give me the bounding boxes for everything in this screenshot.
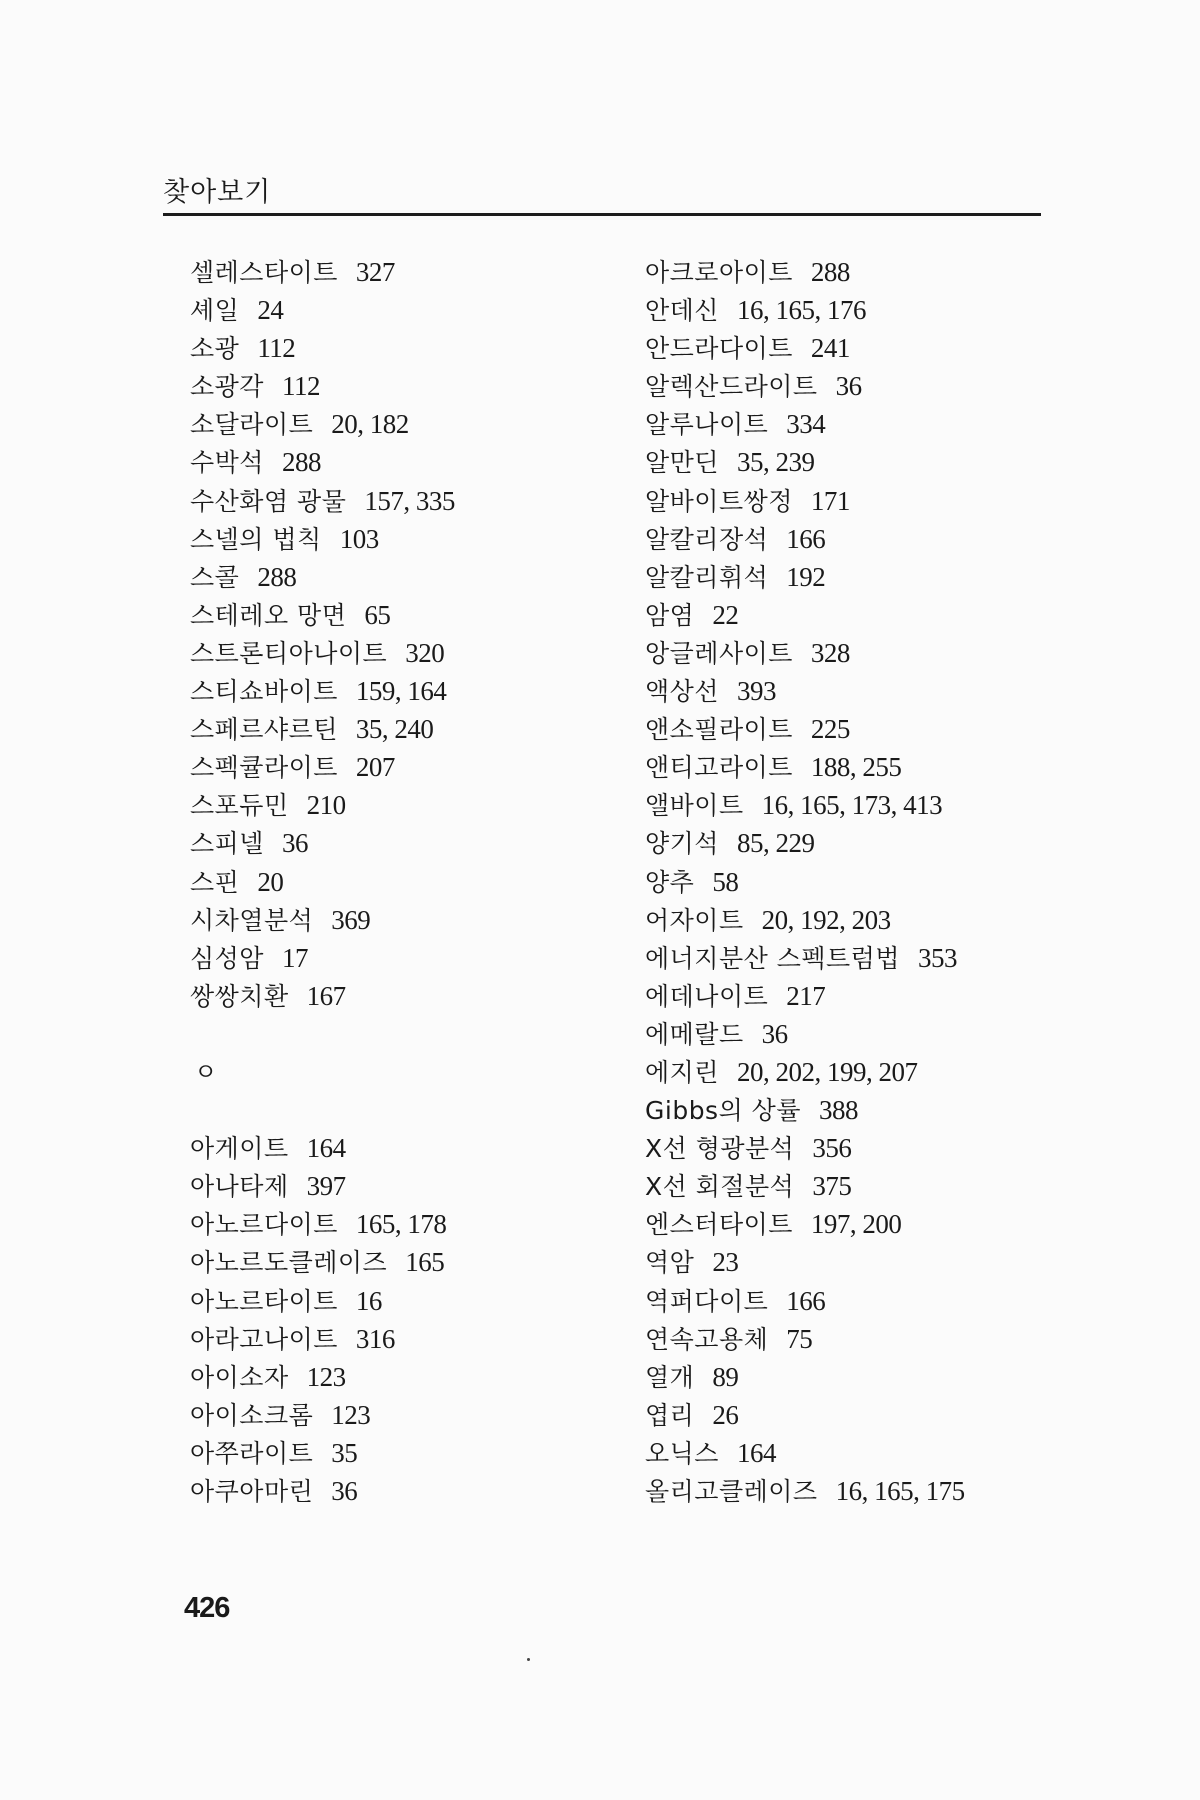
index-term: 스피넬 <box>190 829 264 859</box>
index-entry <box>645 367 1105 405</box>
index-entry <box>645 1396 1105 1434</box>
index-term: 에너지분산 스펙트럼법 <box>645 943 900 973</box>
index-page-refs: 225 <box>810 714 850 745</box>
index-term: 아쭈라이트 <box>190 1438 314 1468</box>
index-entry <box>645 1434 1105 1472</box>
index-page-refs: 375 <box>812 1171 852 1202</box>
index-page-refs: 164 <box>736 1437 776 1468</box>
index-term: 알루나이트 <box>645 410 769 440</box>
index-page-refs: 207 <box>355 752 395 783</box>
index-term: 아게이트 <box>190 1134 289 1164</box>
index-term: 어자이트 <box>645 905 744 935</box>
index-page-refs: 23 <box>712 1247 739 1278</box>
index-entry <box>645 596 1105 634</box>
index-term: 엔스터타이트 <box>645 1210 793 1240</box>
running-header: 찾아보기 <box>163 177 272 208</box>
index-entry <box>190 443 650 481</box>
index-entry <box>190 1434 650 1472</box>
index-term: 수박석 <box>190 448 264 478</box>
index-page-refs: 327 <box>355 257 395 287</box>
index-page-refs: 288 <box>281 447 321 478</box>
index-entry <box>645 863 1105 901</box>
index-term: 스넬의 법칙 <box>190 524 322 554</box>
index-page-refs: 167 <box>306 980 346 1011</box>
index-entry <box>645 939 1105 977</box>
index-term: 알칼리휘석 <box>645 562 769 592</box>
index-term: 암염 <box>645 600 695 630</box>
index-entries-left-bottom <box>190 1129 650 1510</box>
index-page-refs: 16 <box>355 1285 382 1316</box>
index-page-refs: 288 <box>257 561 297 592</box>
index-column-left <box>190 253 650 1510</box>
index-page-refs: 112 <box>257 333 296 364</box>
index-term: 소달라이트 <box>190 410 314 440</box>
index-term: X선 형광분석 <box>645 1134 795 1164</box>
index-page-refs: 35, 239 <box>736 447 815 478</box>
index-page-refs: 24 <box>257 295 284 326</box>
index-entry <box>190 1396 650 1434</box>
index-entry <box>645 1205 1105 1243</box>
index-term: 에데나이트 <box>645 981 769 1011</box>
index-term: 셰일 <box>190 296 240 326</box>
index-entry <box>190 1205 650 1243</box>
index-page-refs: 159, 164 <box>355 676 447 707</box>
index-term: 액상선 <box>645 677 719 707</box>
index-page-refs: 334 <box>786 409 826 440</box>
index-term: 스테레오 망면 <box>190 600 347 630</box>
index-page-refs: 192 <box>786 561 826 592</box>
index-entry <box>190 863 650 901</box>
index-term: 아노르도클레이즈 <box>190 1248 388 1278</box>
index-column-right <box>645 253 1105 1510</box>
index-page-refs: 188, 255 <box>810 752 902 783</box>
page-number: 426 <box>184 1592 230 1624</box>
index-page-refs: 353 <box>917 942 957 973</box>
index-term: 셀레스타이트 <box>190 258 338 287</box>
index-term: Gibbs의 상률 <box>645 1096 801 1126</box>
index-term: 역암 <box>645 1248 695 1278</box>
index-entry <box>645 1053 1105 1091</box>
index-term: 스티쇼바이트 <box>190 677 338 707</box>
index-entry <box>190 634 650 672</box>
index-term: 에지린 <box>645 1057 719 1087</box>
index-term: 양기석 <box>645 829 719 859</box>
index-term: 양추 <box>645 867 695 897</box>
index-entry <box>645 748 1105 786</box>
index-term: 스콜 <box>190 562 240 592</box>
index-page-refs: 328 <box>810 637 850 668</box>
index-page-refs: 210 <box>306 790 346 821</box>
index-term: 쌍쌍치환 <box>190 981 289 1011</box>
index-entries-left-top <box>190 253 650 1015</box>
index-term: 아쿠아마린 <box>190 1477 314 1506</box>
index-entry <box>645 634 1105 672</box>
index-term: 앤소필라이트 <box>645 715 793 745</box>
index-entry <box>645 1091 1105 1129</box>
section-gap <box>190 1015 650 1053</box>
index-page-refs: 20, 182 <box>331 409 409 440</box>
index-page-refs: 89 <box>712 1361 739 1392</box>
index-term: 심성암 <box>190 943 264 973</box>
index-page-refs: 35 <box>331 1437 358 1468</box>
index-page-refs: 397 <box>306 1171 346 1202</box>
index-page-refs: 166 <box>786 523 826 554</box>
index-entry <box>645 291 1105 329</box>
index-term: 아노르다이트 <box>190 1210 338 1240</box>
index-page-refs: 26 <box>712 1399 739 1430</box>
index-page-refs: 58 <box>712 866 739 897</box>
index-entry <box>645 1472 1105 1510</box>
index-term: 아이소자 <box>190 1362 289 1392</box>
index-term: 앤티고라이트 <box>645 753 793 783</box>
index-entry <box>645 1167 1105 1205</box>
index-term: 스핀 <box>190 867 240 897</box>
index-entry <box>645 405 1105 443</box>
index-term: 소광 <box>190 334 240 364</box>
index-entry <box>190 520 650 558</box>
index-page-refs: 288 <box>810 257 850 287</box>
index-term: 에메랄드 <box>645 1019 744 1049</box>
index-entry <box>190 824 650 862</box>
index-entry <box>645 520 1105 558</box>
index-entry <box>190 1358 650 1396</box>
index-entry <box>645 824 1105 862</box>
index-entry <box>190 1282 650 1320</box>
index-entry <box>645 901 1105 939</box>
index-page-refs: 20 <box>257 866 284 897</box>
index-entry <box>190 1472 650 1510</box>
index-entry <box>645 672 1105 710</box>
index-term: 연속고용체 <box>645 1324 769 1354</box>
index-page-refs: 16, 165, 175 <box>835 1476 965 1506</box>
index-term: 알바이트쌍정 <box>645 486 793 516</box>
index-page-refs: 356 <box>812 1133 852 1164</box>
index-entry <box>190 710 650 748</box>
index-term: 스펙큘라이트 <box>190 753 338 783</box>
index-page-refs: 16, 165, 173, 413 <box>761 790 943 821</box>
index-term: 아라고나이트 <box>190 1324 338 1354</box>
index-page-refs: 36 <box>331 1476 358 1506</box>
index-term: 안데신 <box>645 296 719 326</box>
index-entry <box>645 1282 1105 1320</box>
index-entry <box>190 748 650 786</box>
index-term: 올리고클레이즈 <box>645 1477 818 1506</box>
index-entry <box>190 1167 650 1205</box>
index-entry <box>645 253 1105 291</box>
index-term: 수산화염 광물 <box>190 486 347 516</box>
index-page-refs: 388 <box>818 1095 858 1126</box>
index-page-refs: 112 <box>281 371 320 402</box>
index-entry <box>190 672 650 710</box>
index-entry <box>190 405 650 443</box>
index-page-refs: 17 <box>281 942 308 973</box>
index-entry <box>645 482 1105 520</box>
index-entry <box>645 1243 1105 1281</box>
scan-speck <box>527 1658 530 1661</box>
index-entry <box>645 558 1105 596</box>
index-entry <box>645 786 1105 824</box>
index-page-refs: 316 <box>355 1323 395 1354</box>
index-term: 앙글레사이트 <box>645 638 793 668</box>
index-page-refs: 165 <box>405 1247 445 1278</box>
index-page-refs: 85, 229 <box>736 828 815 859</box>
index-term: 스트론티아나이트 <box>190 638 388 668</box>
index-term: 알렉산드라이트 <box>645 372 818 402</box>
index-term: 알칼리장석 <box>645 524 769 554</box>
index-term: 안드라다이트 <box>645 334 793 364</box>
index-entry <box>645 329 1105 367</box>
index-term: 아이소크롬 <box>190 1400 314 1430</box>
index-entry <box>190 253 650 291</box>
index-entry <box>645 443 1105 481</box>
index-term: 시차열분석 <box>190 905 314 935</box>
index-entry <box>190 367 650 405</box>
index-page-refs: 103 <box>339 523 379 554</box>
index-page-refs: 35, 240 <box>355 714 434 745</box>
index-entry <box>190 291 650 329</box>
index-entry <box>190 558 650 596</box>
index-page-refs: 241 <box>810 333 850 364</box>
section-gap <box>190 1091 650 1129</box>
index-page-refs: 36 <box>761 1018 788 1049</box>
index-term: 앨바이트 <box>645 791 744 821</box>
index-entry <box>645 1015 1105 1053</box>
index-entry <box>190 329 650 367</box>
index-page-refs: 369 <box>331 904 371 935</box>
index-page-refs: 171 <box>810 485 850 516</box>
header-rule <box>163 213 1041 216</box>
index-page-refs: 164 <box>306 1133 346 1164</box>
index-entry <box>645 1358 1105 1396</box>
index-entry <box>190 939 650 977</box>
index-term: 알만딘 <box>645 448 719 478</box>
index-page-refs: 197, 200 <box>810 1209 902 1240</box>
index-term: 스포듀민 <box>190 791 289 821</box>
index-term: 열개 <box>645 1362 695 1392</box>
index-entry <box>645 977 1105 1015</box>
index-page-refs: 36 <box>835 371 862 402</box>
index-page-refs: 16, 165, 176 <box>736 295 866 326</box>
index-entries-right <box>645 253 1105 1510</box>
index-page-refs: 75 <box>786 1323 813 1354</box>
index-page-refs: 393 <box>736 676 776 707</box>
index-term: 아노르타이트 <box>190 1286 338 1316</box>
index-page-refs: 157, 335 <box>364 485 455 516</box>
index-entry <box>190 1320 650 1358</box>
index-term: 아크로아이트 <box>645 258 793 287</box>
index-entry <box>190 977 650 1015</box>
index-page-refs: 36 <box>281 828 308 859</box>
index-page-refs: 22 <box>712 599 739 630</box>
index-page-refs: 123 <box>331 1399 371 1430</box>
index-entry <box>190 1129 650 1167</box>
index-page-refs: 217 <box>786 980 826 1011</box>
index-term: 아나타제 <box>190 1172 289 1202</box>
index-page-refs: 65 <box>364 599 391 630</box>
index-entry <box>190 596 650 634</box>
index-term: X선 회절분석 <box>645 1172 795 1202</box>
index-entry <box>190 1243 650 1281</box>
index-entry <box>645 1320 1105 1358</box>
index-page-refs: 320 <box>405 637 445 668</box>
index-page-refs: 20, 202, 199, 207 <box>736 1056 918 1087</box>
index-entry <box>645 1129 1105 1167</box>
index-page-refs: 166 <box>786 1285 826 1316</box>
index-entry <box>645 710 1105 748</box>
index-term: 역퍼다이트 <box>645 1286 769 1316</box>
index-page-refs: 123 <box>306 1361 346 1392</box>
index-entry <box>190 786 650 824</box>
index-entry <box>190 901 650 939</box>
index-page-refs: 20, 192, 203 <box>761 904 891 935</box>
index-term: 스페르샤르틴 <box>190 715 338 745</box>
index-term: 오닉스 <box>645 1438 719 1468</box>
index-entry <box>190 482 650 520</box>
index-section-heading: ㅇ <box>194 1057 218 1086</box>
index-page-refs: 165, 178 <box>355 1209 447 1240</box>
index-term: 엽리 <box>645 1400 695 1430</box>
index-term: 소광각 <box>190 372 264 402</box>
